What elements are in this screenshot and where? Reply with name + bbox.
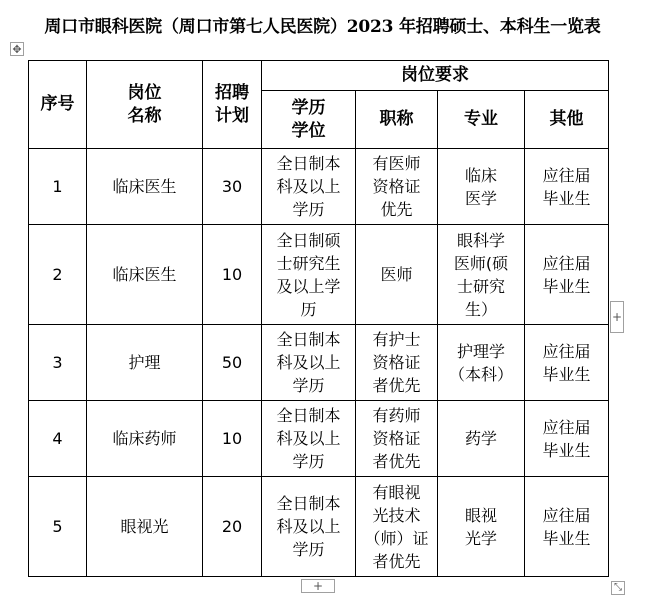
cell-plan[interactable] [203,225,262,325]
table-row [29,401,609,477]
cell-text: 有医师 资格证 优先 [372,154,421,219]
cell-education[interactable] [262,149,356,225]
cell-text: 2 [52,265,63,284]
cell-title[interactable] [356,325,438,401]
cell-text: 全日制本 科及以上 学历 [276,494,341,559]
cell-other[interactable] [525,225,609,325]
cell-text: 医师 [380,265,413,284]
document-title: 周口市眼科医院（周口市第七人民医院）2023 年招聘硕士、本科生一览表 [44,17,601,37]
cell-text: 临床医生 [112,177,177,196]
cell-plan[interactable] [203,325,262,401]
cell-text: 有药师 资格证 者优先 [372,406,421,471]
table-row [29,149,609,225]
cell-other[interactable] [525,149,609,225]
header-seq[interactable]: 序号 [29,61,87,149]
cell-other[interactable] [525,325,609,401]
cell-text: 20 [221,517,243,536]
cell-position[interactable] [87,225,203,325]
cell-education[interactable] [262,401,356,477]
cell-text: 有眼视 光技术 （师）证 者优先 [364,482,429,571]
cell-text: 眼视 光学 [464,505,497,548]
header-position[interactable]: 岗位 名称 [87,61,203,149]
cell-text: 应往届 毕业生 [542,505,591,548]
cell-title[interactable] [356,401,438,477]
cell-seq[interactable] [29,149,87,225]
cell-text: 应往届 毕业生 [542,165,591,208]
table-row [29,325,609,401]
header-title[interactable]: 职称 [356,91,438,149]
header-major[interactable]: 专业 [438,91,525,149]
cell-text: 药学 [464,429,497,448]
cell-major[interactable] [438,325,525,401]
cell-text: 应往届 毕业生 [542,417,591,460]
cell-title[interactable] [356,149,438,225]
cell-text: 应往届 毕业生 [542,341,591,384]
recruitment-table [28,60,609,577]
cell-text: 应往届 毕业生 [542,253,591,296]
cell-text: 5 [52,517,63,536]
cell-seq[interactable] [29,225,87,325]
cell-other[interactable] [525,477,609,577]
cell-text: 30 [221,177,243,196]
cell-position[interactable] [87,149,203,225]
cell-major[interactable] [438,149,525,225]
cell-plan[interactable] [203,149,262,225]
header-education[interactable]: 学历 学位 [262,91,356,149]
cell-text: 全日制本 科及以上 学历 [276,154,341,219]
cell-major[interactable] [438,401,525,477]
cell-text: 全日制硕 士研究生 及以上学 历 [276,230,341,319]
add-row-button[interactable]: + [301,579,335,593]
table-move-handle-icon[interactable]: ✥ [10,42,24,56]
cell-other[interactable] [525,401,609,477]
cell-text: 50 [221,353,243,372]
cell-plan[interactable] [203,477,262,577]
cell-position[interactable] [87,477,203,577]
header-requirements[interactable]: 岗位要求 [262,61,609,91]
cell-education[interactable] [262,225,356,325]
header-row-1 [29,61,609,91]
cell-title[interactable] [356,225,438,325]
cell-text: 眼视光 [120,517,169,536]
cell-title[interactable] [356,477,438,577]
cell-text: 全日制本 科及以上 学历 [276,406,341,471]
table-row [29,477,609,577]
table-resize-handle-icon[interactable]: ⤡ [611,581,625,595]
cell-text: 1 [52,177,63,196]
cell-plan[interactable] [203,401,262,477]
cell-education[interactable] [262,477,356,577]
cell-text: 护理学 （本科） [448,341,513,384]
cell-text: 3 [52,353,63,372]
header-plan[interactable]: 招聘 计划 [203,61,262,149]
cell-text: 10 [221,265,243,284]
cell-text: 临床 医学 [464,165,497,208]
cell-text: 10 [221,429,243,448]
cell-text: 临床药师 [112,429,177,448]
cell-text: 眼科学 医师(硕 士研究 生） [453,230,509,319]
cell-seq[interactable] [29,477,87,577]
cell-position[interactable] [87,401,203,477]
cell-text: 全日制本 科及以上 学历 [276,330,341,395]
table-row [29,225,609,325]
cell-education[interactable] [262,325,356,401]
cell-text: 临床医生 [112,265,177,284]
header-other[interactable]: 其他 [525,91,609,149]
add-column-button[interactable]: + [610,301,624,333]
cell-position[interactable] [87,325,203,401]
cell-seq[interactable] [29,401,87,477]
cell-major[interactable] [438,225,525,325]
cell-major[interactable] [438,477,525,577]
cell-seq[interactable] [29,325,87,401]
cell-text: 4 [52,429,63,448]
cell-text: 护理 [128,353,161,372]
cell-text: 有护士 资格证 者优先 [372,330,421,395]
